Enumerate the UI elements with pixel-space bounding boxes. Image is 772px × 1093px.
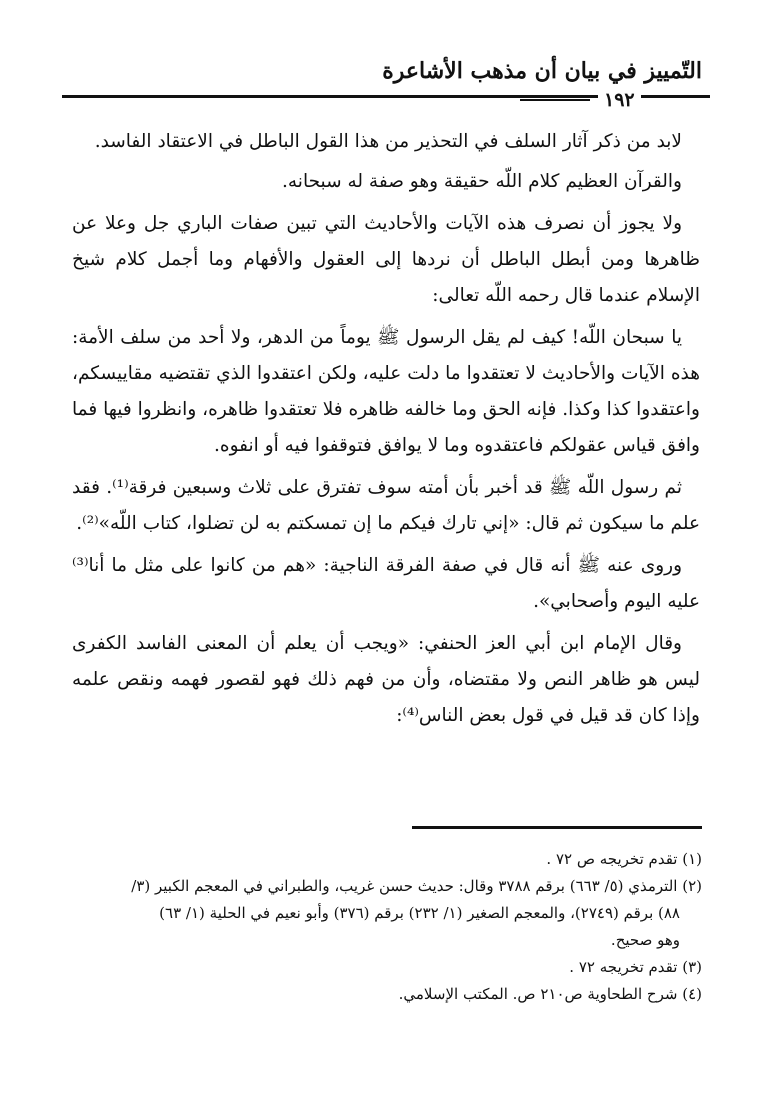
footnote-4: (٤) شرح الطحاوية ص٢١٠ ص. المكتب الإسلامي. — [398, 985, 702, 1003]
footnote-3: (٣) تقدم تخريجه ٧٢ . — [569, 958, 702, 976]
paragraph-2: والقرآن العظيم كلام اللّه حقيقة وهو صفة له سبحانه. — [282, 171, 682, 192]
page-number: ١٩٢ — [598, 89, 641, 111]
paragraph-3: ولا يجوز أن نصرف هذه الآيات والأحاديث التي تبين صفات الباري جل وعلا عن ظاهرها ومن أبطل الباطل أن نردها إلى العقول والأفهام وما أجمل كلام شيخ الإسلام عندما قال رحمه اللّه تعالى: — [72, 213, 700, 306]
page-number-rule — [520, 99, 590, 101]
paragraph-1: لابد من ذكر آثار السلف في التحذير من هذا القول الباطل في الاعتقاد الفاسد. — [94, 131, 682, 152]
page-number-block — [520, 87, 641, 113]
footnote-1: (١) تقدم تخريجه ص ٧٢ . — [546, 850, 702, 868]
running-title: التّمييز في بيان أن مذهب الأشاعرة — [382, 58, 702, 84]
footnote-2-line-3: وهو صحيح. — [610, 931, 680, 949]
footnotes — [72, 846, 702, 1008]
paragraph-7: وقال الإمام ابن أبي العز الحنفي: «ويجب أن يعلم أن المعنى الفاسد الكفرى ليس هو ظاهر النص ولا مقتضاه، وأن من فهم ذلك فهو لقصور فهمه ونقص علمه وإذا كان قد قيل في قول بعض الناس⁽⁴⁾: — [72, 633, 700, 726]
footnote-2-line-1: (٢) الترمذي (٥/ ٦٦٣) برقم ٣٧٨٨ وقال: حديث حسن غريب، والطبراني في المعجم الكبير (٣/ — [131, 877, 702, 895]
paragraph-5: ثم رسول اللّه ﷺ قد أخبر بأن أمته سوف تفترق على ثلاث وسبعين فرقة⁽¹⁾. فقد علم ما سيكون ثم قال: «إني تارك فيكم ما إن تمسكتم به لن تضلوا، كتاب اللّه»⁽²⁾. — [72, 477, 700, 534]
footnote-2-line-2: ٨٨) برقم (٢٧٤٩)، والمعجم الصغير (١/ ٢٣٢) برقم (٣٧٦) وأبو نعيم في الحلية (١/ ٦٣) — [159, 904, 680, 922]
body-text — [72, 124, 700, 740]
paragraph-6: وروى عنه ﷺ أنه قال في صفة الفرقة الناجية: «هم من كانوا على مثل ما أنا⁽³⁾ عليه اليوم وأصحابي». — [72, 555, 700, 612]
paragraph-4-quote: يا سبحان اللّه! كيف لم يقل الرسول ﷺ يوماً من الدهر، ولا أحد من سلف الأمة: هذه الآيات والأحاديث لا تعتقدوا ما دلت عليه، ولكن اعتقدوا الذي تقتضيه مقاييسكم، واعتقدوا كذا وكذا. فإنه الحق وما خالفه ظاهره فلا تعتقدوا ظاهره، وانظروا فيها فما وافق قياس عقولكم فاعتقدوه وما لا يوافق فتوقفوا فيه أو انفوه. — [72, 327, 700, 456]
footnote-rule — [412, 826, 702, 829]
